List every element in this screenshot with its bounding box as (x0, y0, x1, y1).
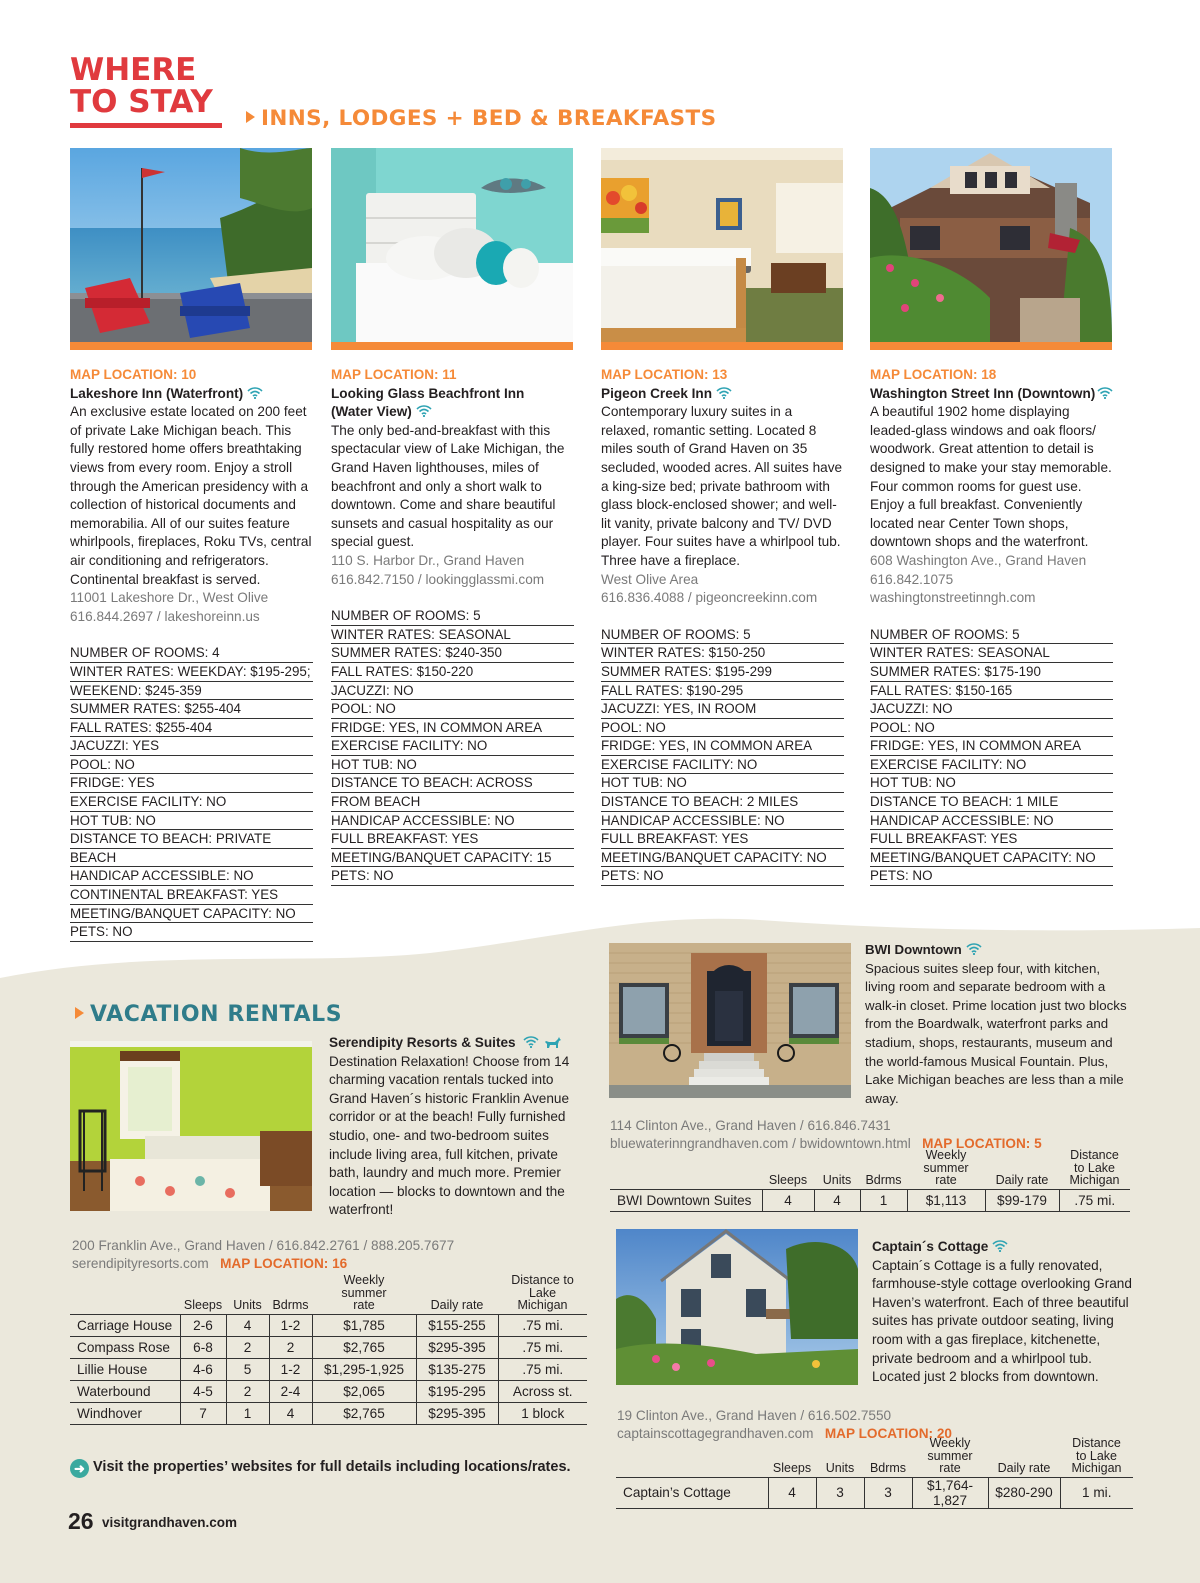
photo-serendipity (70, 1041, 312, 1211)
serendipity-address: 200 Franklin Ave., Grand Haven / 616.842.2761 / 888.205.7677 serendipityresorts.com MAP LOCATION: 16 (72, 1238, 455, 1271)
photo-accent-bar (870, 342, 1112, 350)
inn-contact[interactable]: 616.844.2697 / lakeshoreinn.us (70, 608, 260, 624)
captains-cottage-table (616, 1437, 1133, 1509)
fact-row: HOT TUB: NO (70, 812, 313, 831)
fact-row: NUMBER OF ROOMS: 5 (601, 626, 844, 645)
table-row: Compass Rose 6-8 2 2 $2,765 $295-395 .75 mi. (70, 1336, 587, 1358)
fact-row: FRIDGE: YES, IN COMMON AREA (601, 737, 844, 756)
fact-row: NUMBER OF ROOMS: 5 (870, 626, 1113, 645)
fact-row: BEACH (70, 849, 313, 868)
fact-row: POOL: NO (601, 719, 844, 738)
fact-row: JACUZZI: YES, IN ROOM (601, 700, 844, 719)
bwi-block (865, 941, 1130, 1108)
photo-captains-cottage (616, 1229, 858, 1385)
table-header: Sleeps Units Bdrms Weekly summer rate Daily rate Distance to Lake Michigan (70, 1274, 587, 1314)
fact-row: WINTER RATES: SEASONAL (331, 626, 574, 645)
fact-row: HOT TUB: NO (870, 774, 1113, 793)
arrow-right-icon: ➜ (70, 1459, 89, 1478)
fact-row: FRIDGE: YES, IN COMMON AREA (331, 719, 574, 738)
fact-row: EXERCISE FACILITY: NO (601, 756, 844, 775)
fact-row: FULL BREAKFAST: YES (331, 830, 574, 849)
fact-row: POOL: NO (870, 719, 1113, 738)
table-header: Sleeps Units Bdrms Weekly summer rate Daily rate Distance to Lake Michigan (616, 1437, 1133, 1477)
visit-note: ➜ Visit the properties’ websites for full details including locations/rates. (70, 1459, 571, 1478)
fact-row: JACUZZI: NO (331, 682, 574, 701)
inn-name: Looking Glass Beachfront Inn (331, 385, 525, 401)
inn-facts (70, 644, 313, 942)
fact-row: PETS: NO (870, 867, 1113, 886)
table-row: Carriage House 2-6 4 1-2 $1,785 $155-255 .75 mi. (70, 1314, 587, 1336)
wifi-icon (966, 943, 982, 955)
fact-row: FRIDGE: YES, IN COMMON AREA (870, 737, 1113, 756)
inn-name: Lakeshore Inn (Waterfront) (70, 385, 313, 404)
inn-contact[interactable]: 616.836.4088 / pigeoncreekinn.com (601, 590, 818, 606)
fact-row: WEEKEND: $245-359 (70, 682, 313, 701)
map-location: MAP LOCATION: 18 (870, 367, 997, 382)
wifi-icon (1097, 387, 1113, 399)
inn-description: The only bed-and-breakfast with this spectacular view of Lake Michigan, the Grand Haven lighthouses, miles of beachfront and only a short walk to downtown. Come and share beautiful sunsets and casual hospitality as our special guest. (331, 422, 565, 550)
bwi-address: 114 Clinton Ave., Grand Haven / 616.846.7431 bluewaterinngrandhaven.com / bwidowntown.html MAP LOCATION: 5 (610, 1118, 1042, 1151)
page-title: WHERE TO STAY (70, 52, 213, 120)
inn-website[interactable]: washingtonstreetinngh.com (870, 590, 1036, 606)
fact-row: SUMMER RATES: $195-299 (601, 663, 844, 682)
table-row: BWI Downtown Suites 4 4 1 $1,113 $99-179 .75 mi. (610, 1189, 1130, 1211)
wifi-icon (523, 1036, 539, 1048)
fact-row: EXERCISE FACILITY: NO (331, 737, 574, 756)
inn-name: Washington Street Inn (Downtown) (870, 385, 1113, 404)
fact-row: DISTANCE TO BEACH: 1 MILE (870, 793, 1113, 812)
fact-row: SUMMER RATES: $255-404 (70, 700, 313, 719)
fact-row: HANDICAP ACCESSIBLE: NO (331, 812, 574, 831)
serendipity-table (70, 1274, 587, 1425)
map-location: MAP LOCATION: 16 (220, 1256, 348, 1271)
table-header: Sleeps Units Bdrms Weekly summer rate Daily rate Distance to Lake Michigan (610, 1149, 1130, 1189)
wifi-icon (992, 1240, 1008, 1252)
fact-row: WINTER RATES: SEASONAL (870, 644, 1113, 663)
photo-lakeshore-inn (70, 148, 312, 342)
fact-row: EXERCISE FACILITY: NO (70, 793, 313, 812)
rental-name: Captain´s Cottage (872, 1238, 1134, 1257)
fact-row: PETS: NO (331, 867, 574, 886)
fact-row: FULL BREAKFAST: YES (870, 830, 1113, 849)
fact-row: FULL BREAKFAST: YES (601, 830, 844, 849)
rental-description: Captain´s Cottage is a fully renovated, farmhouse-style cottage overlooking Grand Haven’s waterfront. Each of three beautiful suites has private outdoor seating, living room with a gas fireplace, kitchenette, private bedroom and a whirlpool tub. Located just 2 blocks from downtown. (872, 1257, 1132, 1385)
fact-row: HOT TUB: NO (601, 774, 844, 793)
fact-row: FROM BEACH (331, 793, 574, 812)
fact-row: DISTANCE TO BEACH: ACROSS (331, 774, 574, 793)
section-heading-vacation-rentals: VACATION RENTALS (75, 1002, 342, 1027)
fact-row: HANDICAP ACCESSIBLE: NO (601, 812, 844, 831)
inn-name: Pigeon Creek Inn (601, 385, 844, 404)
photo-accent-bar (601, 342, 843, 350)
inn-description: An exclusive estate located on 200 feet of private Lake Michigan beach. This fully restored home offers breathtaking views from every room. Enjoy a stroll through the American presidency with a collection of historical documents and memorabilia. All of our suites feature whirlpools, fireplaces, Roku TVs, central air conditioning and refrigerators. Continental breakfast is served. (70, 404, 312, 587)
fact-row: DISTANCE TO BEACH: 2 MILES (601, 793, 844, 812)
fact-row: FRIDGE: YES (70, 774, 313, 793)
fact-row: POOL: NO (331, 700, 574, 719)
table-row: Lillie House 4-6 5 1-2 $1,295-1,925 $135-275 .75 mi. (70, 1358, 587, 1380)
fact-row: WINTER RATES: $150-250 (601, 644, 844, 663)
fact-row: NUMBER OF ROOMS: 4 (70, 644, 313, 663)
map-location: MAP LOCATION: 13 (601, 367, 728, 382)
pet-friendly-icon (544, 1036, 562, 1048)
rental-website[interactable]: bluewaterinngrandhaven.com / bwidowntown.html (610, 1136, 911, 1151)
rental-name: Serendipity Resorts & Suites (329, 1034, 574, 1053)
inn-description: A beautiful 1902 home displaying leaded-glass windows and oak floors/ woodwork. Great attention to detail is designed to make your stay memorable. Four common rooms for guest use. Enjoy a full breakfast. Conveniently located near Center Town shops, downtown shops and the waterfront. (870, 404, 1112, 550)
fact-row: MEETING/BANQUET CAPACITY: 15 (331, 849, 574, 868)
map-location: MAP LOCATION: 5 (922, 1136, 1042, 1151)
inn-pigeon-creek (601, 366, 844, 886)
fact-row: CONTINENTAL BREAKFAST: YES (70, 886, 313, 905)
inn-facts (601, 626, 844, 886)
section-heading-inns: INNS, LODGES + BED & BREAKFASTS (246, 106, 716, 131)
photo-pigeon-creek-inn (601, 148, 843, 342)
bwi-table (610, 1149, 1130, 1212)
inn-contact: 616.842.1075 (870, 571, 954, 587)
rental-description: Destination Relaxation! Choose from 14 charming vacation rentals tucked into Grand Haven´s historic Franklin Avenue corridor or at the beach! Fully furnished studio, one- and two-bedroom suites include living area, full kitchen, private bath, laundry and much more. Premier location — blocks to downtown and the waterfront! (329, 1053, 570, 1218)
captains-cottage-address: 19 Clinton Ave., Grand Haven / 616.502.7550 captainscottagegrandhaven.com MAP LOCATION: 20 (617, 1408, 952, 1441)
map-location: MAP LOCATION: 20 (824, 1426, 952, 1441)
inn-address: 110 S. Harbor Dr., Grand Haven (331, 552, 525, 568)
inn-address: 11001 Lakeshore Dr., West Olive (70, 590, 269, 606)
inn-contact[interactable]: 616.842.7150 / lookingglassmi.com (331, 571, 545, 587)
fact-row: MEETING/BANQUET CAPACITY: NO (70, 905, 313, 924)
photo-looking-glass-inn (331, 148, 573, 342)
fact-row: SUMMER RATES: $240-350 (331, 644, 574, 663)
fact-row: NUMBER OF ROOMS: 5 (331, 607, 574, 626)
fact-row: WINTER RATES: WEEKDAY: $195-295; (70, 663, 313, 682)
fact-row: PETS: NO (601, 867, 844, 886)
map-location: MAP LOCATION: 10 (70, 367, 197, 382)
fact-row: HANDICAP ACCESSIBLE: NO (70, 867, 313, 886)
fact-row: DISTANCE TO BEACH: PRIVATE (70, 830, 313, 849)
fact-row: FALL RATES: $150-220 (331, 663, 574, 682)
footer-url[interactable]: visitgrandhaven.com (102, 1515, 238, 1530)
fact-row: MEETING/BANQUET CAPACITY: NO (870, 849, 1113, 868)
map-location: MAP LOCATION: 11 (331, 367, 457, 382)
fact-row: MEETING/BANQUET CAPACITY: NO (601, 849, 844, 868)
table-row: Waterbound 4-5 2 2-4 $2,065 $195-295 Across st. (70, 1380, 587, 1402)
fact-row: FALL RATES: $150-165 (870, 682, 1113, 701)
inn-name-line2: (Water View) (331, 403, 574, 422)
table-row: Captain’s Cottage 4 3 3 $1,764-1,827 $280-290 1 mi. (616, 1477, 1133, 1508)
fact-row: HOT TUB: NO (331, 756, 574, 775)
rental-website[interactable]: captainscottagegrandhaven.com (617, 1426, 814, 1441)
inn-washington-street (870, 366, 1113, 886)
photo-accent-bar (70, 342, 312, 350)
inn-facts (870, 626, 1113, 886)
wifi-icon (247, 387, 263, 399)
photo-washington-street-inn (870, 148, 1112, 342)
rental-website[interactable]: serendipityresorts.com (72, 1256, 209, 1271)
rental-name: BWI Downtown (865, 941, 1130, 960)
inn-facts (331, 607, 574, 886)
fact-row: HANDICAP ACCESSIBLE: NO (870, 812, 1113, 831)
wifi-icon (416, 405, 432, 417)
fact-row: POOL: NO (70, 756, 313, 775)
inn-lakeshore (70, 366, 313, 942)
rental-description: Spacious suites sleep four, with kitchen, living room and separate bedroom with a walk-in closet. Prime location just two blocks from the Boardwalk, waterfront parks and stadium, shops, restaurants, museum and the world-famous Musical Fountain. Plus, Lake Michigan beaches are less than a mile away. (865, 960, 1127, 1106)
table-row: Windhover 7 1 4 $2,765 $295-395 1 block (70, 1402, 587, 1424)
inn-description: Contemporary luxury suites in a relaxed, romantic setting. Located 8 miles south of Grand Haven on 35 secluded, wooded acres. All suites have a king-size bed; private bathroom with glass block-enclosed shower; and well-lit vanity, private balcony and TV/ DVD player. Four suites have a whirlpool tub. Three have a fireplace. (601, 404, 843, 568)
fact-row: FALL RATES: $190-295 (601, 682, 844, 701)
photo-bwi-downtown (609, 943, 851, 1098)
fact-row: EXERCISE FACILITY: NO (870, 756, 1113, 775)
triangle-icon (246, 111, 255, 123)
captains-cottage-block (872, 1238, 1134, 1387)
title-underline (70, 123, 222, 128)
fact-row: JACUZZI: YES (70, 737, 313, 756)
inn-looking-glass (331, 366, 574, 886)
fact-row: JACUZZI: NO (870, 700, 1113, 719)
page-number: 26 (68, 1508, 94, 1534)
photo-accent-bar (331, 342, 573, 350)
fact-row: FALL RATES: $255-404 (70, 719, 313, 738)
fact-row: SUMMER RATES: $175-190 (870, 663, 1113, 682)
triangle-icon (75, 1007, 84, 1019)
serendipity-block (329, 1034, 574, 1220)
wifi-icon (716, 387, 732, 399)
fact-row: PETS: NO (70, 923, 313, 942)
inn-address: West Olive Area (601, 571, 699, 587)
inn-address: 608 Washington Ave., Grand Haven (870, 552, 1087, 568)
